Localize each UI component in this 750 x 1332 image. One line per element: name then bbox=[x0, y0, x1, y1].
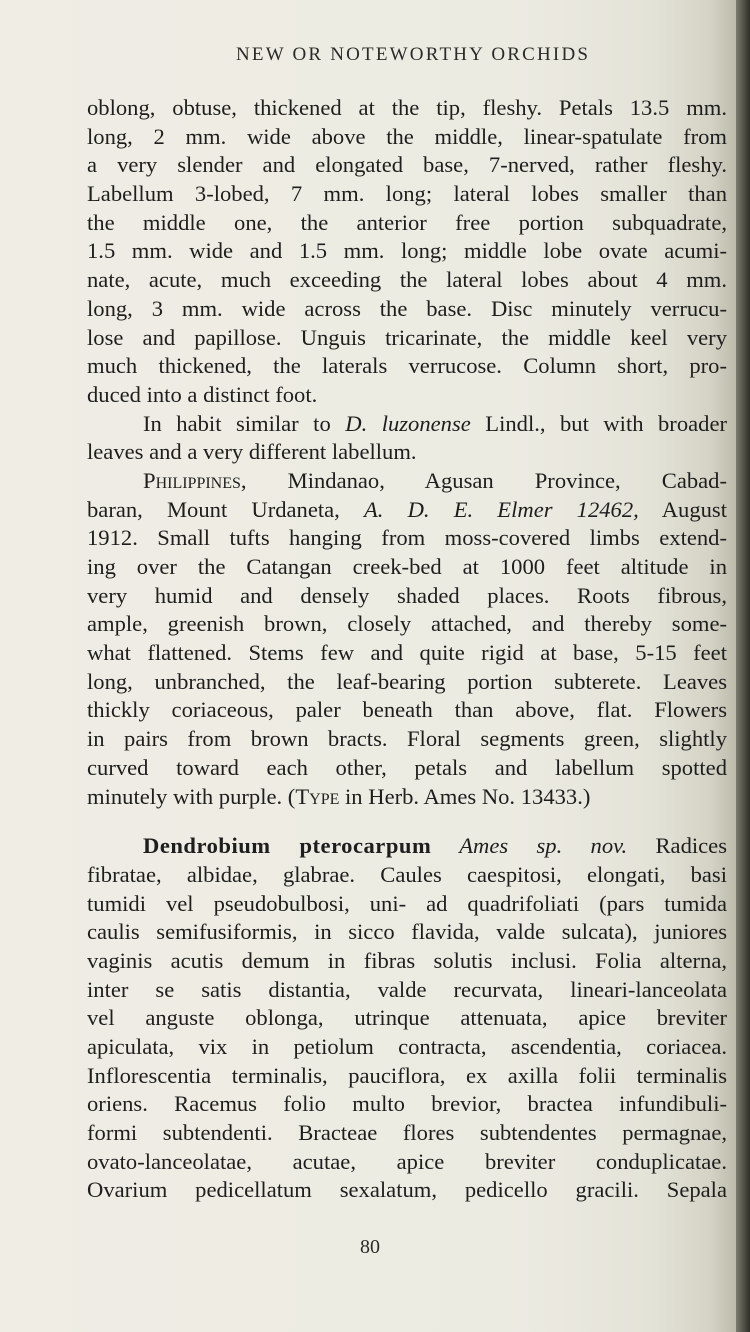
text-line: ing over the Catangan creek-bed at 1000 feet altitude in bbox=[87, 554, 727, 579]
text-line: caulis semifusiformis, in sicco flavida, valde sulcata), juniores bbox=[87, 919, 727, 945]
text-line: in pairs from brown bracts. Floral segments green, slightly bbox=[87, 726, 727, 752]
text-line: vel anguste oblonga, utrinque attenuata, apice breviter bbox=[87, 1005, 727, 1031]
text-line: Dendrobium pterocarpum Ames sp. nov. Radices bbox=[143, 833, 727, 859]
text-line: apiculata, vix in petiolum contracta, ascendentia, coriacea. bbox=[87, 1034, 727, 1059]
paragraph-new-species bbox=[87, 832, 727, 1205]
species-authority: Ames sp. nov. bbox=[431, 833, 628, 859]
book-spine-shadow bbox=[736, 0, 750, 1332]
text-line: inter se satis distantia, valde recurvata, lineari-lanceolata bbox=[87, 976, 727, 1002]
text-line: vaginis acutis demum in fibras solutis inclusi. Folia alterna, bbox=[87, 947, 727, 973]
text-line: ovato-lanceolatae, acutae, apice breviter conduplicatae. bbox=[87, 1148, 727, 1174]
text-line: what flattened. Stems few and quite rigid at base, 5-15 feet bbox=[87, 640, 727, 666]
text-line: lose and papillose. Unguis tricarinate, the middle keel very bbox=[87, 324, 727, 350]
paragraph-gap bbox=[87, 811, 727, 832]
text-line: tumidi vel pseudobulbosi, uni- ad quadrifoliati (pars tumida bbox=[87, 890, 727, 916]
paragraph-description bbox=[87, 94, 727, 410]
text-line: baran, Mount Urdaneta, A. D. E. Elmer 12462, August bbox=[87, 496, 727, 522]
text-line: Ovarium pedicellatum sexalatum, pedicello gracili. Sepala bbox=[87, 1177, 727, 1203]
species-reference: D. luzonense bbox=[345, 410, 471, 436]
running-header: NEW OR NOTEWORTHY ORCHIDS bbox=[236, 44, 591, 65]
paragraph-locality bbox=[87, 467, 727, 811]
text-line: a very slender and elongated base, 7-nerved, rather fleshy. bbox=[87, 152, 727, 178]
text-line: oblong, obtuse, thickened at the tip, fleshy. Petals 13.5 mm. bbox=[87, 95, 727, 120]
text-line: Inflorescentia terminalis, pauciflora, ex axilla folii terminalis bbox=[87, 1062, 727, 1088]
text-line: the middle one, the anterior free portion subquadrate, bbox=[87, 209, 727, 235]
species-title: Dendrobium pterocarpum bbox=[143, 833, 432, 859]
text-line: long, 3 mm. wide across the base. Disc minutely verrucu- bbox=[87, 295, 727, 321]
text-line: much thickened, the laterals verrucose. Column short, pro- bbox=[87, 353, 727, 379]
page-number: 80 bbox=[360, 1236, 380, 1258]
type-label: Type bbox=[295, 783, 340, 809]
paragraph-habit bbox=[87, 410, 727, 467]
text-line: formi subtendenti. Bracteae flores subtendentes permagnae, bbox=[87, 1120, 727, 1146]
text-line: thickly coriaceous, paler beneath than above, flat. Flowers bbox=[87, 697, 727, 723]
text-line: curved toward each other, petals and labellum spotted bbox=[87, 754, 727, 780]
text-line: fibratae, albidae, glabrae. Caules caespitosi, elongati, basi bbox=[87, 861, 727, 887]
text-line: duced into a distinct foot. bbox=[87, 381, 318, 407]
text-line: leaves and a very different labellum. bbox=[87, 439, 417, 465]
text-line: Labellum 3-lobed, 7 mm. long; lateral lobes smaller than bbox=[87, 181, 727, 207]
text-line: long, 2 mm. wide above the middle, linear-spatulate from bbox=[87, 123, 727, 149]
text-line: very humid and densely shaded places. Roots fibrous, bbox=[87, 582, 727, 608]
text-line: In habit similar to D. luzonense Lindl., but with broader bbox=[143, 410, 728, 436]
text-line: Philippines, Mindanao, Agusan Province, Cabad- bbox=[143, 467, 727, 493]
text-line: oriens. Racemus folio multo brevior, bractea infundibuli- bbox=[87, 1091, 727, 1117]
text-line: minutely with purple. (Type in Herb. Ames No. 13433.) bbox=[87, 783, 591, 809]
body-text bbox=[87, 94, 727, 1205]
text-line: 1.5 mm. wide and 1.5 mm. long; middle lobe ovate acumi- bbox=[87, 238, 727, 264]
text-line: long, unbranched, the leaf-bearing portion subterete. Leaves bbox=[87, 668, 727, 694]
text-line: 1912. Small tufts hanging from moss-covered limbs extend- bbox=[87, 525, 727, 551]
text-line: nate, acute, much exceeding the lateral lobes about 4 mm. bbox=[87, 267, 727, 293]
collector-reference: A. D. E. Elmer 12462, bbox=[363, 496, 639, 522]
text-line: ample, greenish brown, closely attached, and thereby some- bbox=[87, 611, 727, 637]
region-name: Philippines, bbox=[143, 467, 247, 493]
